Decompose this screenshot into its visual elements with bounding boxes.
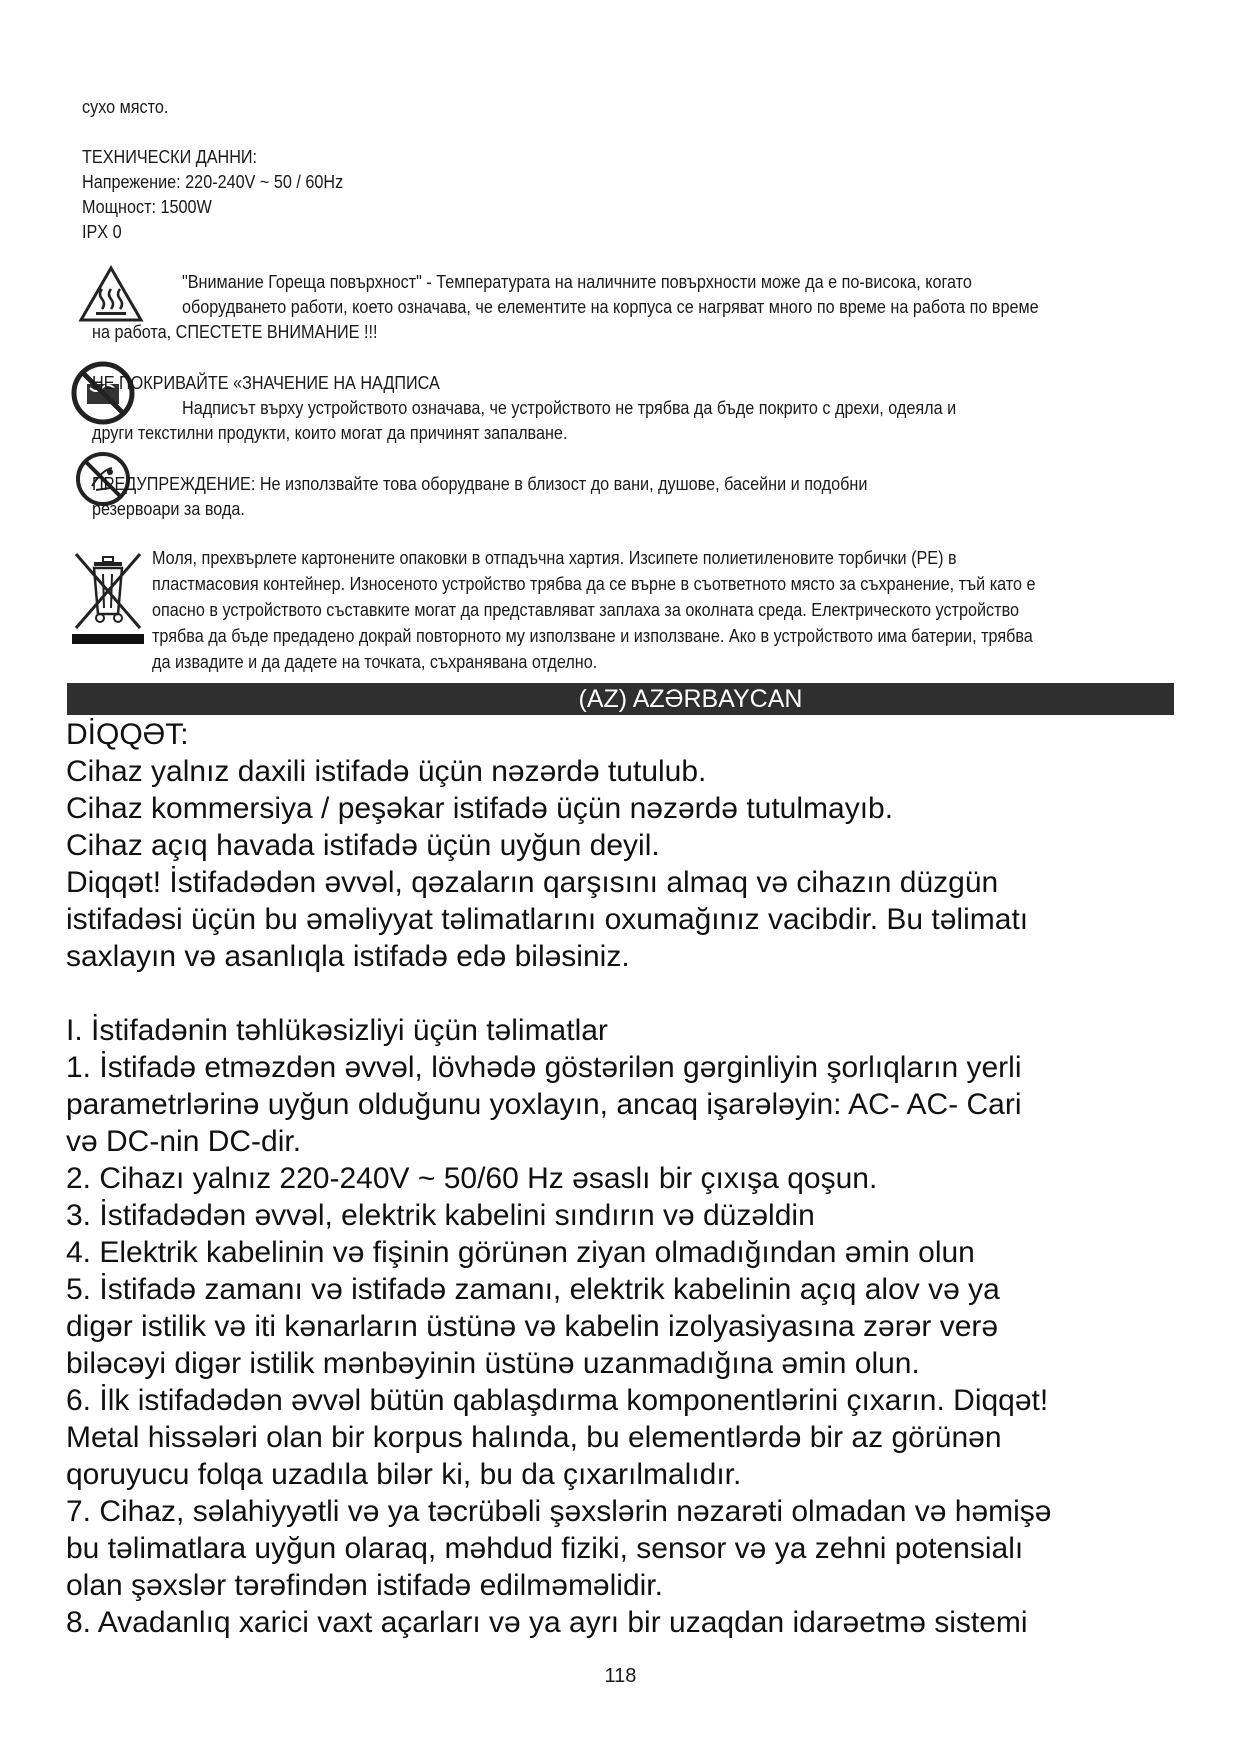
az-line: 6. İlk istifadədən əvvəl bütün qablaşdırma komponentlərini çıxarın. Diqqət! <box>66 1384 1049 1417</box>
az-line: olan şəxslər tərəfindən istifadə edilməməlidir. <box>66 1569 663 1602</box>
recycling-line-1: Моля, прехвърлете картонените опаковки в отпадъчна хартия. Изсипете полиетиленовите торбички (PE) в <box>152 548 957 568</box>
do-not-cover-line-3: други текстилни продукти, които могат да причинят запалване. <box>92 423 568 443</box>
page-number: 118 <box>604 1665 637 1687</box>
tech-ipx: IPX 0 <box>82 222 122 242</box>
hot-surface-line-3: на работа, СПЕСТЕТЕ ВНИМАНИЕ !!! <box>92 322 378 342</box>
az-line: 1. İstifadə etməzdən əvvəl, lövhədə göstərilən gərginliyin şorlıqların yerli <box>66 1051 1022 1084</box>
tech-power: Мощност: 1500W <box>82 197 212 217</box>
weee-crossed-bin-icon <box>70 548 148 648</box>
az-line: 2. Cihazı yalnız 220-240V ~ 50/60 Hz əsaslı bir çıxışa qoşun. <box>66 1162 878 1195</box>
hot-surface-warning-icon <box>78 265 144 323</box>
az-line: bu təlimatlara uyğun olaraq, məhdud fiziki, sensor və ya zehni potensialı <box>66 1532 1024 1565</box>
az-blank-line <box>66 975 1186 1012</box>
az-line: biləcəyi digər istilik mənbəyinin üstünə uzanmadığına əmin olun. <box>66 1347 920 1380</box>
az-line: və DC-nin DC-dir. <box>66 1125 302 1158</box>
az-line: Diqqət! İstifadədən əvvəl, qəzaların qarşısını almaq və cihazın düzgün <box>66 866 999 899</box>
az-line: Cihaz kommersiya / peşəkar istifadə üçün nəzərdə tutulmayıb. <box>66 792 894 825</box>
water-warning-line-2: резервоари за вода. <box>92 499 245 519</box>
az-line: Cihaz açıq havada istifadə üçün uyğun deyil. <box>66 829 660 862</box>
recycling-line-5: да извадите и да дадете на точката, съхранявана отделно. <box>152 652 598 672</box>
az-line: parametrlərinə uyğun olduğunu yoxlayın, ancaq işarələyin: AC- AC- Cari <box>66 1088 1022 1121</box>
recycling-line-3: опасно в устройството съставките могат да представляват заплаха за околната среда. Електрическото устройство <box>152 600 1020 620</box>
az-line: 3. İstifadədən əvvəl, elektrik kabelini sındırın və düzəldin <box>66 1199 815 1232</box>
az-line: I. İstifadənin təhlükəsizliyi üçün təlimatlar <box>66 1014 608 1047</box>
az-line: 4. Elektrik kabelinin və fişinin görünən ziyan olmadığından əmin olun <box>66 1236 975 1269</box>
tech-data-title: ТЕХНИЧЕСКИ ДАННИ: <box>82 147 258 167</box>
az-line: 8. Avadanlıq xarici vaxt açarları və ya ayrı bir uzaqdan idarəetmə sistemi <box>66 1606 1028 1639</box>
section-header-title: (AZ) AZƏRBAYCAN <box>578 685 803 713</box>
az-line: istifadəsi üçün bu əməliyyat təlimatlarını oxumağınız vacibdir. Bu təlimatı <box>66 903 1029 936</box>
az-line: DİQQƏT: <box>66 718 189 751</box>
hot-surface-line-1: "Внимание Гореща повърхност" - Температурата на наличните повърхности може да е по-висока, когато <box>182 272 972 292</box>
bg-top-line: сухо място. <box>82 97 169 117</box>
az-line: saxlayın və asanlıqla istifadə edə biləsiniz. <box>66 940 630 973</box>
hot-surface-line-2: оборудването работи, което означава, че елементите на корпуса се нагряват много по време на работа по време <box>182 297 1039 317</box>
az-line: Cihaz yalnız daxili istifadə üçün nəzərdə tutulub. <box>66 755 707 788</box>
water-warning-line-1: ПРЕДУПРЕЖДЕНИЕ: Не използвайте това оборудване в близост до вани, душове, басейни и подобни <box>92 474 868 494</box>
section-header-bar <box>67 683 1174 715</box>
tech-voltage: Напрежение: 220-240V ~ 50 / 60Hz <box>82 172 344 192</box>
az-body-text <box>66 716 1186 1641</box>
recycling-line-2: пластмасовия контейнер. Износеното устройство трябва да се върне в съответното място за съхранение, тъй като е <box>152 574 1036 594</box>
do-not-cover-line-2: Надписът върху устройството означава, че устройството не трябва да бъде покрито с дрехи, одеяла и <box>182 398 957 418</box>
recycling-line-4: трябва да бъде предадено докрай повторното му използване и използване. Ако в устройството има батерии, трябва <box>152 626 1033 646</box>
az-line: digər istilik və iti kənarların üstünə və kabelin izolyasiyasına zərər verə <box>66 1310 999 1343</box>
az-line: qoruyucu folqa uzadıla bilər ki, bu da çıxarılmalıdır. <box>66 1458 742 1491</box>
az-line: 5. İstifadə zamanı və istifadə zamanı, elektrik kabelinin açıq alov və ya <box>66 1273 1000 1306</box>
az-line: Metal hissələri olan bir korpus halında, bu elementlərdə bir az görünən <box>66 1421 1002 1454</box>
do-not-cover-title: НЕ ПОКРИВАЙТЕ «ЗНАЧЕНИЕ НА НАДПИСА <box>92 373 440 393</box>
az-line: 7. Cihaz, səlahiyyətli və ya təcrübəli şəxslərin nəzarəti olmadan və həmişə <box>66 1495 1052 1528</box>
